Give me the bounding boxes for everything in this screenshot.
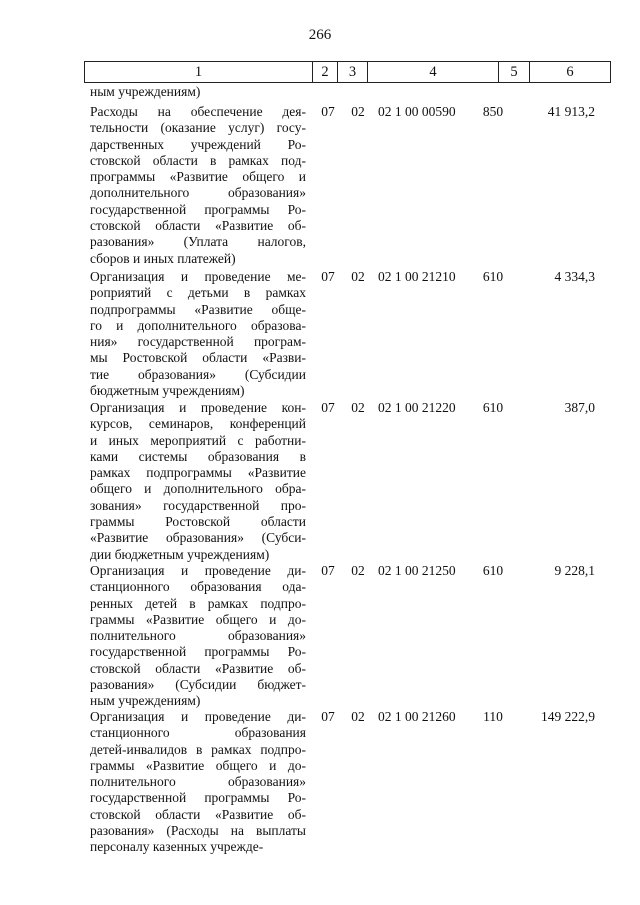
description-line: дарственных учреждений Ро- — [90, 136, 306, 152]
subsection-code: 02 — [351, 269, 365, 284]
section-code: 07 — [321, 563, 335, 578]
row-description — [90, 563, 306, 710]
section-code: 07 — [321, 400, 335, 415]
row-description — [90, 400, 306, 563]
description-line: Организация и проведение ме- — [90, 269, 306, 284]
description-line: ния» государственной програм- — [90, 334, 306, 350]
description-line: граммы Ростовской области — [90, 514, 306, 530]
column-header-5: 5 — [499, 62, 530, 83]
expense-type-code: 610 — [482, 563, 504, 578]
target-item-code: 02 1 00 00590 — [378, 104, 456, 119]
subsection-code: 02 — [351, 104, 365, 119]
description-line: ренных детей в рамках подпро- — [90, 595, 306, 611]
section-code: 07 — [321, 709, 335, 724]
target-item-code: 02 1 00 21220 — [378, 400, 456, 415]
target-item-code: 02 1 00 21250 — [378, 563, 456, 578]
description-line: «Развитие образования» (Субси- — [90, 530, 306, 546]
description-line: ным учреждениям) — [90, 693, 201, 709]
description-line: государственной программы Ро- — [90, 644, 306, 660]
description-line: программы «Развитие общего и — [90, 169, 306, 185]
description-line: стовской области «Развитие об- — [90, 218, 306, 234]
subsection-code: 02 — [351, 709, 365, 724]
description-line: стовской области «Развитие об- — [90, 806, 306, 822]
section-code: 07 — [321, 269, 335, 284]
row-description — [90, 269, 306, 399]
expense-type-code: 610 — [482, 400, 504, 415]
description-line: стовской области «Развитие об- — [90, 660, 306, 676]
description-line: дии бюджетным учреждениям) — [90, 546, 270, 562]
description-line: Организация и проведение кон- — [90, 400, 306, 415]
description-line: общего и дополнительного обра- — [90, 481, 306, 497]
description-line: персоналу казенных учрежде- — [90, 839, 264, 855]
description-line: бюджетным учреждениям) — [90, 383, 245, 399]
subsection-code: 02 — [351, 563, 365, 578]
description-line: го и дополнительного образова- — [90, 317, 306, 333]
subsection-code: 02 — [351, 400, 365, 415]
description-line: Организация и проведение ди- — [90, 563, 306, 578]
description-line: рамках подпрограммы «Развитие — [90, 465, 306, 481]
description-line: государственной программы Ро- — [90, 790, 306, 806]
expense-type-code: 110 — [483, 709, 503, 724]
description-line: полнительного образования» — [90, 774, 306, 790]
description-line: разования» (Расходы на выплаты — [90, 823, 306, 839]
amount: 4 334,3 — [554, 269, 595, 284]
section-code: 07 — [321, 104, 335, 119]
target-item-code: 02 1 00 21210 — [378, 269, 456, 284]
page-number: 266 — [308, 27, 332, 43]
description-line: тельности (оказание услуг) госу- — [90, 120, 306, 136]
description-line: тие образования» (Субсидии — [90, 366, 306, 382]
description-line: государственной программы Ро- — [90, 201, 306, 217]
row-description — [90, 709, 306, 856]
amount: 149 222,9 — [541, 709, 595, 724]
description-line: сборов и иных платежей) — [90, 250, 236, 266]
description-line: Организация и проведение ди- — [90, 709, 306, 724]
description-line: граммы «Развитие общего и до- — [90, 611, 306, 627]
expense-type-code: 850 — [482, 104, 504, 119]
description-line: детей-инвалидов в рамках подпро- — [90, 741, 306, 757]
column-header-table — [84, 61, 611, 83]
expense-type-code: 610 — [482, 269, 504, 284]
description-line: мы Ростовской области «Разви- — [90, 350, 306, 366]
column-header-1: 1 — [85, 62, 313, 83]
column-header-4: 4 — [368, 62, 499, 83]
description-line: и иных мероприятий с работни- — [90, 432, 306, 448]
description-line: полнительного образования» — [90, 628, 306, 644]
amount: 41 913,2 — [547, 104, 595, 119]
description-line: курсов, семинаров, конференций — [90, 416, 306, 432]
description-line: Расходы на обеспечение дея- — [90, 104, 306, 119]
row-description — [90, 104, 306, 267]
description-line: граммы «Развитие общего и до- — [90, 757, 306, 773]
description-line: ками системы образования в — [90, 448, 306, 464]
amount: 9 228,1 — [554, 563, 595, 578]
description-line: станционного образования ода- — [90, 579, 306, 595]
description-line: подпрограммы «Развитие обще- — [90, 301, 306, 317]
target-item-code: 02 1 00 21260 — [378, 709, 456, 724]
description-line: разования» (Субсидии бюджет- — [90, 677, 306, 693]
column-header-2: 2 — [313, 62, 338, 83]
continuation-text: ным учреждениям) — [90, 84, 201, 99]
description-line: дополнительного образования» — [90, 185, 306, 201]
description-line: роприятий с детьми в рамках — [90, 285, 306, 301]
description-line: станционного образования — [90, 725, 306, 741]
column-header-3: 3 — [338, 62, 368, 83]
amount: 387,0 — [564, 400, 595, 415]
description-line: разования» (Уплата налогов, — [90, 234, 306, 250]
description-line: зования» государственной про- — [90, 497, 306, 513]
description-line: стовской области в рамках под- — [90, 152, 306, 168]
column-header-6: 6 — [530, 62, 611, 83]
